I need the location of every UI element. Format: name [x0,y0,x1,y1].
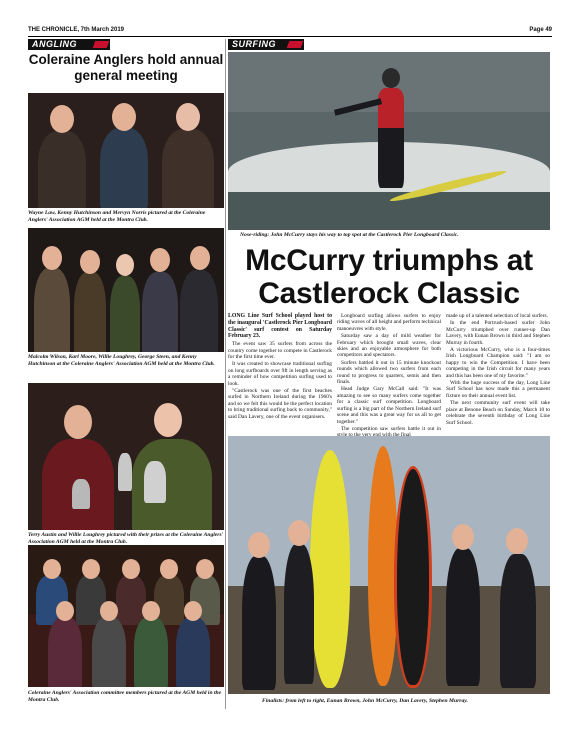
trophy-icon [118,453,132,491]
article-paragraph: Longboard surfing allows surfers to enjoy riding waves of all height and perform technical manoeuvres with style. [337,313,441,332]
photo-surfer-riding [228,52,550,230]
article-paragraph: The next community surf event will take place at Benone Beach on Sunday, March 10 to celebrate the seventh birthday of Long Line Surf School. [446,400,550,426]
trophy-icon [72,479,90,509]
photo-caption: Coleraine Anglers' Association committee members pictured at the AGM held in the Montra Club. [28,690,222,703]
article-paragraph: "Castlerock was one of the first beaches surfed in Northern Ireland during the 1960's and so we felt this would be the perfect location to bring traditional surfing back to community," said Dan Lavery, one of the event organisers. [228,388,332,420]
section-tag-label: ANGLING [32,39,77,49]
section-tag-label: SURFING [232,39,276,49]
article-paragraph: It was created to showcase traditional surfing on long surfboards over 9ft in length serving as a reminder of how competition surfing used to look. [228,361,332,387]
article-paragraph: A victorious McCurry, who is a four-times Irish Longboard Champion said: "I am so happy to win the Competition. I have been competing in the Irish circuit for many years and this has been one of my favorite." [446,347,550,379]
photo-caption: Wayne Law, Kenny Hutchinson and Mervyn Norris pictured at the Coleraine Anglers' Association AGM held at the Montra Club. [28,210,206,223]
article-paragraph: The competition saw surfers battle it out in [341,425,441,432]
section-tag-angling [28,39,110,50]
article-paragraph: Surfers battled it out in 15 minute knockout rounds which allowed two surfers from each round to progress to quarters, semis and then finals. [337,359,441,386]
article-column-3 [446,313,550,427]
article-column-1 [228,313,332,421]
article-headline: McCurry triumphs at Castlerock Classic [245,244,533,310]
photo-committee [28,545,224,687]
photo-caption: Terry Austin and Willie Loughrey pictured with their prizes at the Coleraine Anglers' Association AGM held at the Montra Club. [28,532,224,545]
article-paragraph: In the end Portrush-based surfer John McCurry triumphed over runner-up Dan Lavery, with Eunan Brown in third and Stephen Murray in fourth. [446,320,550,346]
article-paragraph: With the huge success of the day, Long Line Surf School has now made this a permanent fixture on their annual event list. [446,380,550,399]
photo-five-men [28,228,224,352]
article-paragraph: Saturday saw a day of mild weather for February which brought small waves, clear skies and an enjoyable atmosphere for both competitors and spectators. [337,333,441,359]
article-lead: LONG Line Surf School played host to the inaugural 'Castlerock Pier Longboard Classic' surf contest on Saturday February 23. [228,313,332,340]
article-paragraph: made up of a talented selection of local surfers. [446,313,548,319]
section-tag-surfing [228,39,304,50]
article-paragraph: The event saw 35 surfers from across the country come together to compete in Castlerock for the first time ever. [228,341,332,360]
header-rule [28,36,552,37]
angling-headline: Coleraine Anglers hold annual general meeting [28,52,224,83]
fish-icon [93,41,110,48]
photo-finalists [228,436,550,694]
photo-caption: Malcolm Wilson, Karl Moore, Willie Loughrey, George Steen, and Kenny Hutchinson at the Coleraine Anglers' Association AGM held at the Montra Club. [28,354,215,367]
column-divider [225,39,226,709]
publication-name: THE CHRONICLE, 7th March 2019 [28,27,125,33]
page-number: Page 49 [529,27,552,33]
surfboard-icon [287,41,304,48]
surfboard [394,466,432,688]
photo-prize-winners [28,383,224,530]
article-column-2 [337,313,441,440]
photo-caption: Nose-riding: John McCurry stays his way to top spot at the Castlerock Pier Longboard Classic. [240,232,459,238]
photo-caption: Finalists: from left to right, Eunan Brown, John McCurry, Dan Lavery, Stephen Murray. [262,698,468,704]
article-paragraph: Head Judge Gary McCall said: "It was amazing to see so many surfers come together for a classic surf competition. Longboard surfing is a big part of the Northern Ireland surf scene and this was a great way for us all to get together." [337,386,441,425]
surfboard [310,450,350,688]
photo-three-men [28,93,224,208]
trophy-icon [144,461,166,503]
